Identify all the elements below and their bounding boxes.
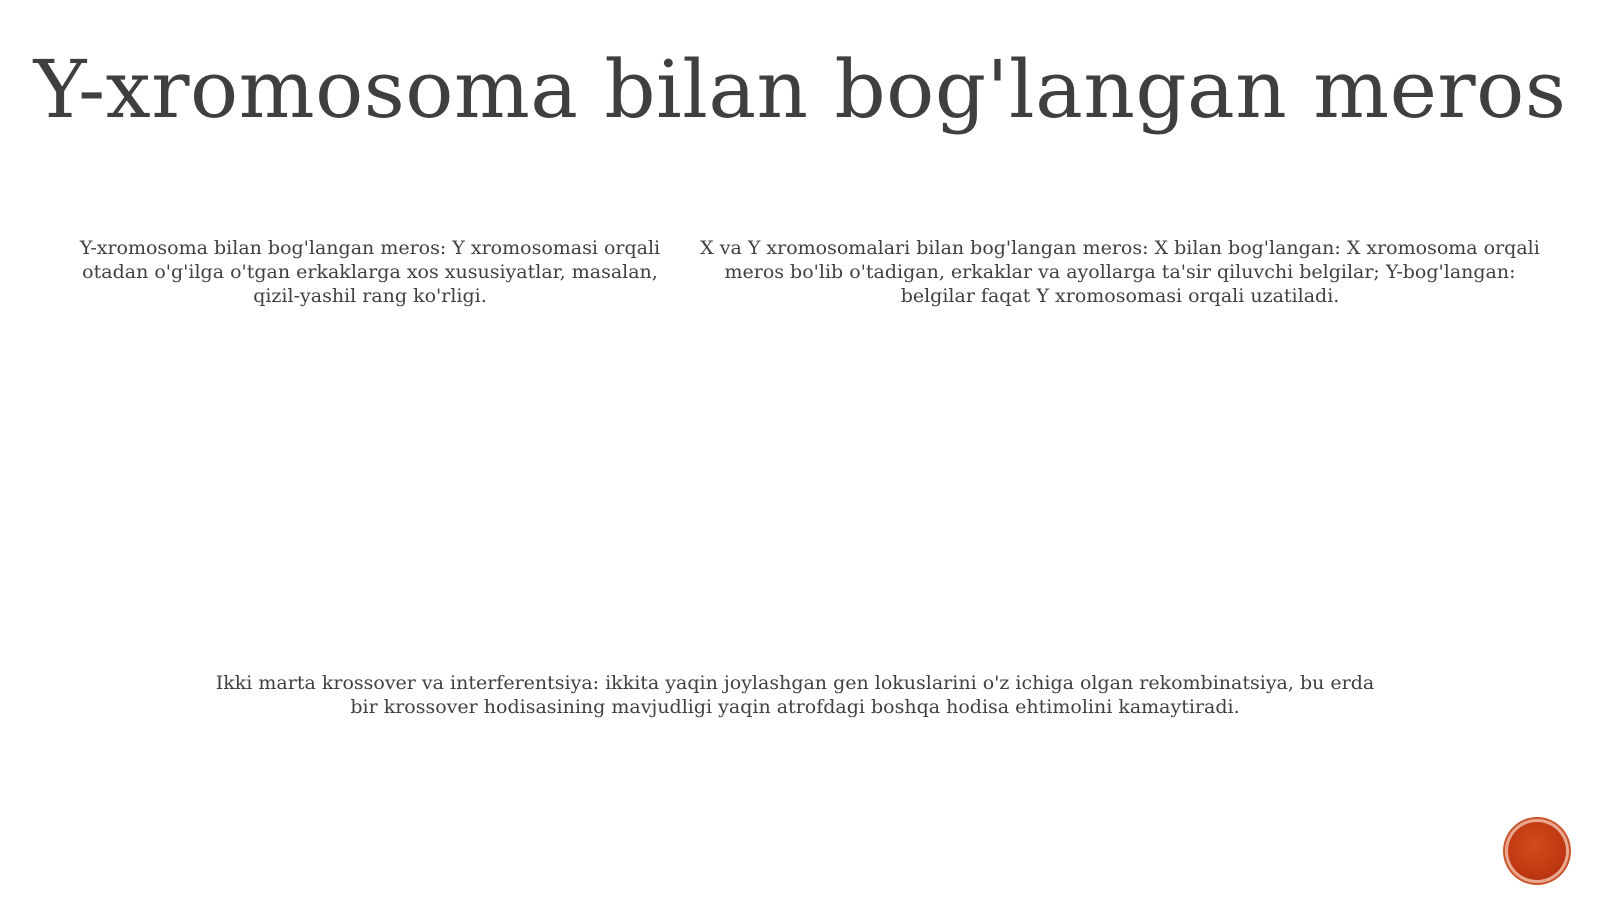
circle-nav-icon[interactable] [1508,822,1566,880]
text-block-y-linked: Y-xromosoma bilan bog'langan meros: Y xromosomasi orqali otadan o'g'ilga o'tgan erkaklarga xos xususiyatlar, masalan, qizil-yashil rang ko'rligi. [79,237,661,307]
text-block-double-crossover: Ikki marta krossover va interferentsiya: ikkita yaqin joylashgan gen lokuslarini o'z ichiga olgan rekombinatsiya, bu erda bir krossover hodisasining mavjudligi yaqin atrofdagi boshqa hodisa ehtimolini kamaytiradi. [215,672,1375,718]
text-block-xy-linked: X va Y xromosomalari bilan bog'langan meros: X bilan bog'langan: X xromosoma orqali meros bo'lib o'tadigan, erkaklar va ayollarga ta'sir qiluvchi belgilar; Y-bog'langan: belgilar faqat Y xromosomasi orqali uzatiladi. [700,237,1540,307]
slide-title: Y-xromosoma bilan bog'langan meros [33,43,1567,136]
